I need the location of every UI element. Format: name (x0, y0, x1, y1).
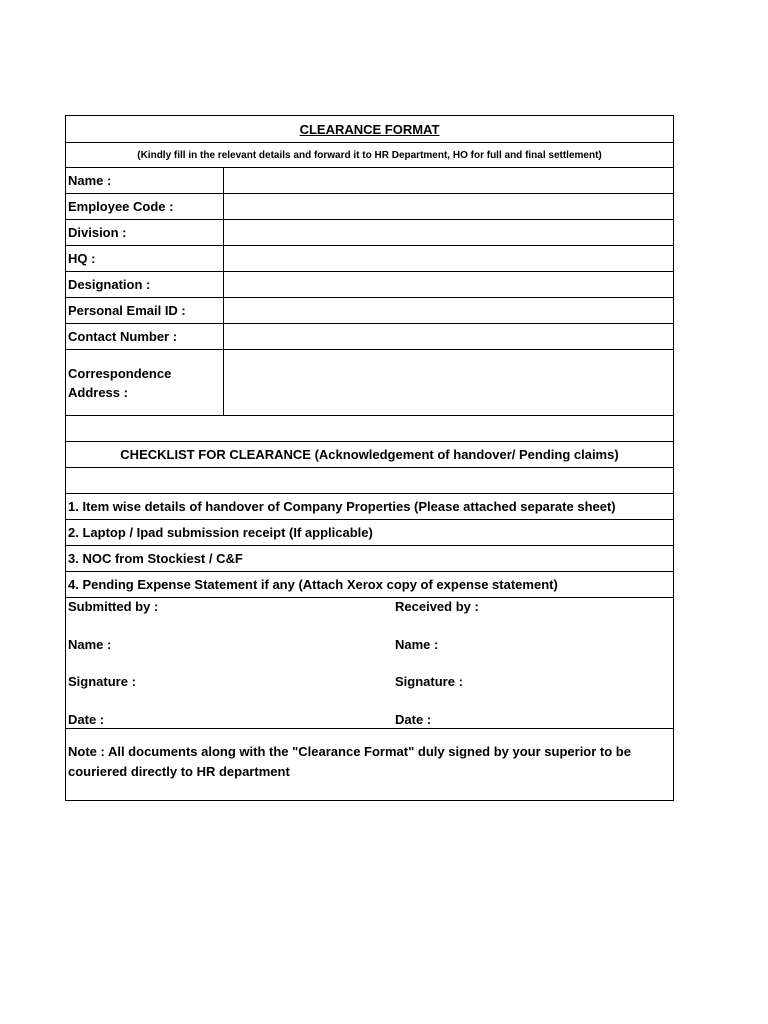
division-field[interactable] (224, 220, 673, 245)
received-date-label: Date : (395, 712, 432, 727)
personal-email-label: Personal Email ID : (66, 298, 224, 323)
note-section (66, 729, 673, 800)
hq-row (66, 246, 673, 272)
hq-label: HQ : (66, 246, 224, 271)
checklist-item: 1. Item wise details of handover of Company Properties (Please attached separate sheet) (66, 494, 673, 520)
designation-field[interactable] (224, 272, 673, 297)
name-label: Name : (66, 168, 224, 193)
contact-number-row (66, 324, 673, 350)
address-label (66, 350, 224, 415)
contact-number-field[interactable] (224, 324, 673, 349)
submitted-date-label: Date : (68, 712, 105, 727)
name-field[interactable] (224, 168, 673, 193)
note-line1: Note : All documents along with the "Clearance Format" duly signed by your superior to be (68, 744, 631, 759)
clearance-form (65, 115, 674, 801)
checklist-item: 2. Laptop / Ipad submission receipt (If applicable) (66, 520, 673, 546)
employee-code-row (66, 194, 673, 220)
designation-label: Designation : (66, 272, 224, 297)
checklist-item: 3. NOC from Stockiest / C&F (66, 546, 673, 572)
submitted-signature-label: Signature : (68, 674, 136, 689)
employee-code-field[interactable] (224, 194, 673, 219)
submitted-name-label: Name : (68, 637, 112, 652)
contact-number-label: Contact Number : (66, 324, 224, 349)
address-field[interactable] (224, 350, 673, 415)
designation-row (66, 272, 673, 298)
division-row (66, 220, 673, 246)
note-line2: couriered directly to HR department (68, 764, 290, 779)
name-row (66, 168, 673, 194)
submitted-by-label: Submitted by : (68, 599, 159, 614)
received-by-label: Received by : (395, 599, 479, 614)
address-row (66, 350, 673, 416)
employee-code-label: Employee Code : (66, 194, 224, 219)
spacer-row (66, 468, 673, 494)
personal-email-field[interactable] (224, 298, 673, 323)
received-signature-label: Signature : (395, 674, 463, 689)
checklist-title: CHECKLIST FOR CLEARANCE (Acknowledgement of handover/ Pending claims) (66, 442, 673, 468)
division-label: Division : (66, 220, 224, 245)
form-title: CLEARANCE FORMAT (66, 116, 673, 143)
hq-field[interactable] (224, 246, 673, 271)
spacer-row (66, 416, 673, 442)
personal-email-row (66, 298, 673, 324)
received-name-label: Name : (395, 637, 439, 652)
form-subtitle: (Kindly fill in the relevant details and forward it to HR Department, HO for full and final settlement) (66, 143, 673, 168)
address-label-line2: Address : (68, 384, 128, 400)
checklist-item: 4. Pending Expense Statement if any (Attach Xerox copy of expense statement) (66, 572, 673, 598)
address-label-line1: Correspondence (68, 365, 172, 381)
signoff-section (66, 598, 673, 729)
